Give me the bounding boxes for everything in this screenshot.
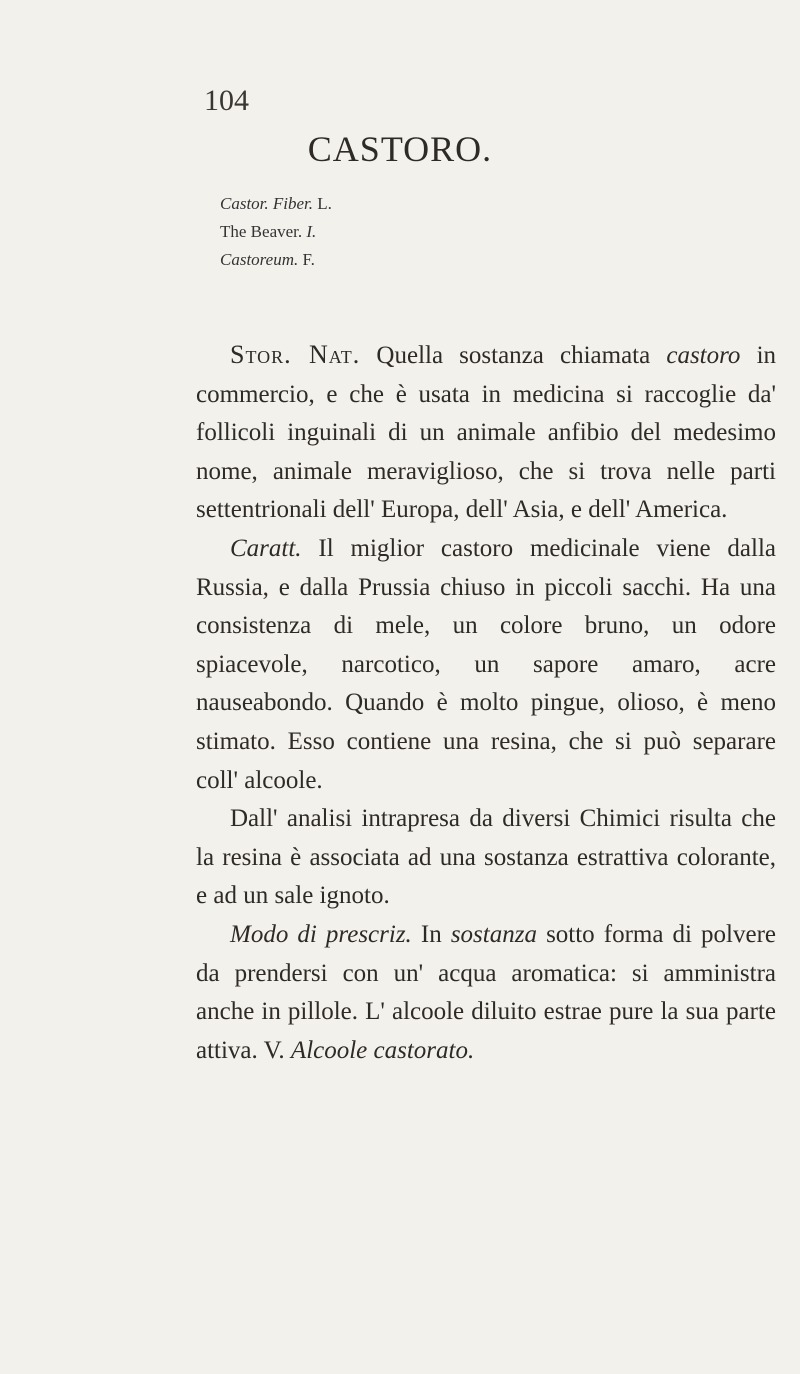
paragraph-text: sotto forma di polvere da prendersi con un' acqua aromatica: si amministra anche in pillole. L' alcoole diluito estrae pure la sua parte attiva. V.	[196, 920, 777, 1064]
section-label-stor-nat: Stor. Nat.	[230, 340, 361, 369]
section-label-modo: Modo di prescriz.	[230, 920, 412, 948]
cross-reference: Alcoole castorato.	[290, 1036, 475, 1064]
paragraph-text: Quella sostanza chiamata	[376, 342, 651, 369]
paragraph-text: In	[420, 920, 442, 948]
synonym-abbr: F.	[302, 250, 315, 269]
page-number: 104	[204, 84, 249, 117]
paragraph-storia-naturale	[196, 336, 776, 530]
synonym-name: The Beaver.	[220, 222, 303, 241]
entry-body	[196, 336, 776, 1070]
synonym-english	[220, 218, 332, 246]
term-sostanza: sostanza	[450, 920, 537, 948]
synonym-latin	[220, 190, 332, 218]
synonym-abbr: I.	[306, 222, 317, 241]
entry-title: CASTORO.	[307, 129, 493, 169]
paragraph-text: in commercio, e che è usata in medicina si raccoglie da' follicoli inguinali di un animale anfibio del medesimo nome, animale meraviglioso, che si trova nelle parti settentrionali dell' Europa, dell' Asia, e dell' America.	[196, 342, 777, 524]
synonym-name: Castoreum.	[220, 250, 299, 269]
paragraph-caratteri	[196, 530, 776, 800]
paragraph-text: Dall' analisi intrapresa da diversi Chimici risulta che la resina è associata ad una sostanza estrattiva colorante, e ad un sale ignoto.	[196, 805, 776, 910]
paragraph-modo-prescrizione	[196, 916, 776, 1070]
synonym-french	[220, 246, 332, 274]
synonym-name: Castor. Fiber.	[220, 194, 314, 213]
synonym-list	[220, 190, 332, 274]
paragraph-text: Il miglior castoro medicinale viene dalla Russia, e dalla Prussia chiuso in piccoli sacchi. Ha una consistenza di mele, un colore bruno, un odore spiacevole, narcotico, un sapore amaro, acre nauseabondo. Quando è molto pingue, olioso, è meno stimato. Esso contiene una resina, che si può separare coll' alcoole.	[196, 534, 777, 794]
term-castoro: castoro	[666, 342, 741, 369]
synonym-abbr: L.	[317, 194, 332, 213]
paragraph-analisi	[196, 800, 776, 916]
section-label-caratt: Caratt.	[230, 534, 302, 562]
